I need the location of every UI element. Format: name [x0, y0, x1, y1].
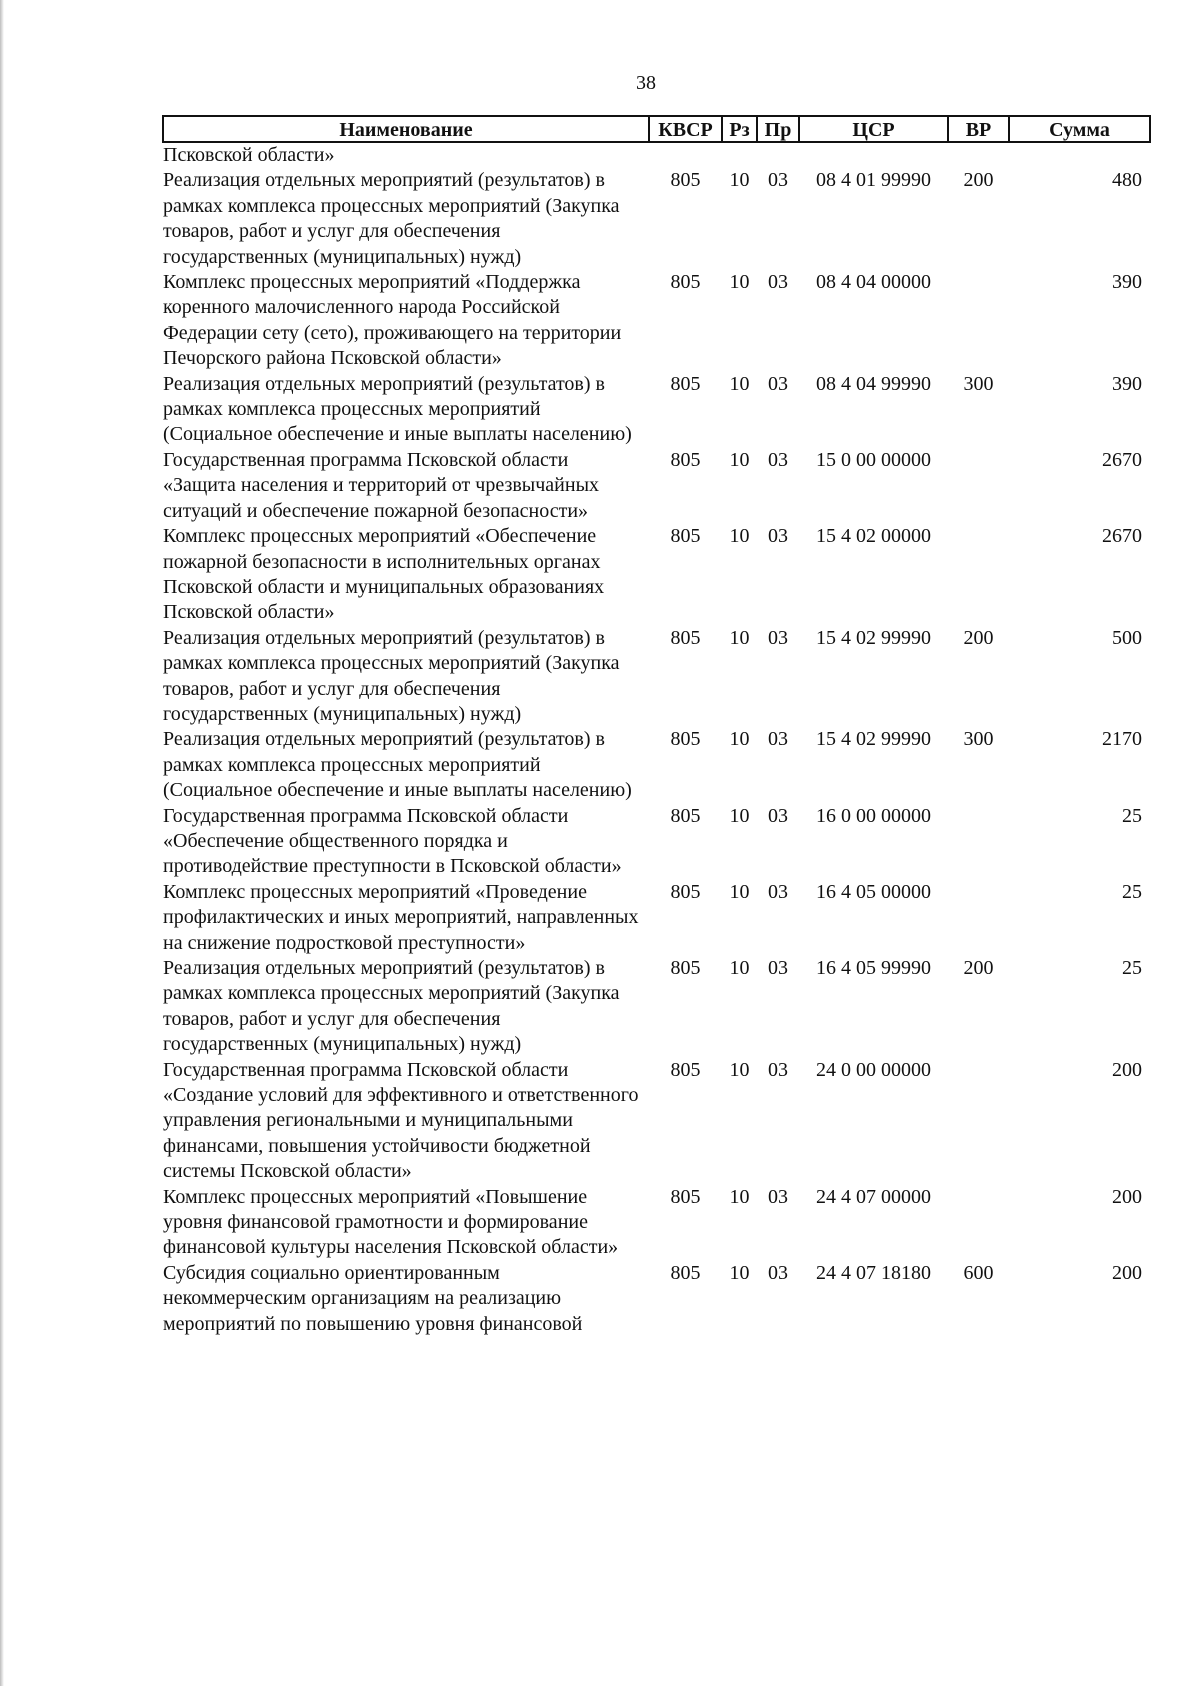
cell-name: Субсидия социально ориентированным некоммерческим организациям на реализацию мероприятий по повышению уровня финансовой: [163, 1261, 583, 1335]
cell-vr: 300: [963, 728, 994, 751]
cell-name: Комплекс процессных мероприятий «Проведение профилактических и иных мероприятий, направленных на снижение подростковой преступности»: [163, 880, 639, 954]
cell-sum: 200: [1112, 1058, 1142, 1081]
cell-vr: 300: [963, 372, 994, 395]
table-row: [163, 1185, 1150, 1261]
cell-name: Реализация отдельных мероприятий (результатов) в рамках комплекса процессных мероприятий (Закупка товаров, работ и услуг для обеспечения государственных (муниципальных) нужд): [163, 169, 620, 268]
header-pr: Пр: [757, 116, 799, 142]
cell-csr: 16 4 05 00000: [816, 880, 931, 903]
cell-sum: 200: [1112, 1185, 1142, 1208]
header-sum: Сумма: [1009, 116, 1150, 142]
cell-pr: 03: [768, 957, 788, 979]
cell-kvsr: 805: [670, 728, 701, 751]
table-row: [163, 956, 1150, 1058]
cell-csr: 24 4 07 18180: [816, 1261, 931, 1284]
cell-kvsr: 805: [670, 169, 701, 192]
header-name: Наименование: [163, 116, 649, 142]
table-body: [163, 142, 1150, 1337]
cell-csr: 24 0 00 00000: [816, 1058, 931, 1081]
cell-sum: [1009, 142, 1150, 168]
cell-pr: 03: [768, 880, 788, 903]
cell-pr: 03: [768, 271, 788, 294]
cell-csr: 15 4 02 99990: [816, 626, 931, 649]
cell-rz: 10: [729, 880, 750, 903]
table-row: [163, 372, 1150, 448]
cell-vr: [948, 524, 1009, 626]
cell-name: Реализация отдельных мероприятий (результатов) в рамках комплекса процессных мероприятий (Закупка товаров, работ и услуг для обеспечения государственных (муниципальных) нужд): [163, 957, 620, 1056]
cell-pr: 03: [768, 448, 788, 471]
cell-vr: 200: [963, 957, 994, 979]
cell-pr: [757, 142, 799, 168]
cell-name: Комплекс процессных мероприятий «Обеспечение пожарной безопасности в исполнительных органах Псковской области и муниципальных образованиях Псковской области»: [163, 525, 605, 624]
cell-kvsr: [649, 142, 722, 168]
cell-csr: 24 4 07 00000: [816, 1185, 931, 1208]
cell-kvsr: 805: [670, 957, 701, 979]
table-row: [163, 1058, 1150, 1185]
header-csr: ЦСР: [799, 116, 948, 142]
cell-vr: [948, 804, 1009, 880]
cell-sum: 2670: [1102, 525, 1142, 548]
table-row: [163, 727, 1150, 803]
table-row: [163, 804, 1150, 880]
cell-name: Псковской области»: [163, 144, 335, 166]
cell-csr: 15 4 02 00000: [816, 525, 931, 548]
cell-rz: 10: [729, 169, 750, 192]
cell-pr: 03: [768, 525, 788, 548]
cell-csr: [799, 142, 948, 168]
cell-sum: 390: [1112, 372, 1142, 395]
cell-vr: 200: [963, 626, 994, 649]
table-row: [163, 270, 1150, 372]
cell-sum: 480: [1112, 169, 1142, 192]
cell-pr: 03: [768, 1058, 788, 1081]
cell-pr: 03: [768, 626, 788, 649]
cell-name: Реализация отдельных мероприятий (результатов) в рамках комплекса процессных мероприятий (Социальное обеспечение и иные выплаты населению): [163, 372, 632, 446]
cell-vr: [948, 448, 1009, 524]
cell-sum: 2670: [1102, 448, 1142, 471]
cell-name: Государственная программа Псковской области «Обеспечение общественного порядка и противодействие преступности в Псковской области»: [163, 804, 622, 878]
cell-kvsr: 805: [670, 271, 701, 294]
table-row: [163, 168, 1150, 270]
cell-rz: 10: [729, 525, 750, 548]
cell-pr: 03: [768, 1185, 788, 1208]
header-kvsr: КВСР: [649, 116, 722, 142]
cell-pr: 03: [768, 169, 788, 192]
cell-rz: 10: [729, 1058, 750, 1081]
table-row: [163, 448, 1150, 524]
cell-rz: 10: [729, 1261, 750, 1284]
cell-rz: 10: [729, 448, 750, 471]
cell-kvsr: 805: [670, 448, 701, 471]
cell-kvsr: 805: [670, 525, 701, 548]
cell-vr: [948, 1058, 1009, 1185]
cell-rz: 10: [729, 728, 750, 751]
cell-name: Реализация отдельных мероприятий (результатов) в рамках комплекса процессных мероприятий (Социальное обеспечение и иные выплаты населению): [163, 728, 632, 802]
cell-sum: 200: [1112, 1261, 1142, 1284]
cell-kvsr: 805: [670, 372, 701, 395]
header-vr: ВР: [948, 116, 1009, 142]
cell-pr: 03: [768, 728, 788, 751]
cell-rz: 10: [729, 957, 750, 979]
cell-sum: 390: [1112, 271, 1142, 294]
cell-csr: 16 0 00 00000: [816, 804, 931, 827]
cell-name: Государственная программа Псковской области «Создание условий для эффективного и ответственного управления региональными и муниципальными финансами, повышения устойчивости бюджетной системы Псковской области»: [163, 1058, 639, 1183]
cell-vr: [948, 880, 1009, 956]
cell-kvsr: 805: [670, 1185, 701, 1208]
cell-rz: 10: [729, 804, 750, 827]
cell-name: Комплекс процессных мероприятий «Повышение уровня финансовой грамотности и формирование финансовой культуры населения Псковской области»: [163, 1185, 619, 1259]
cell-csr: 08 4 01 99990: [816, 169, 931, 192]
cell-name: Комплекс процессных мероприятий «Поддержка коренного малочисленного народа Российской Федерации сету (сето), проживающего на территории Печорского района Псковской области»: [163, 271, 622, 370]
cell-vr: 600: [963, 1261, 994, 1284]
budget-table: [162, 115, 1151, 1337]
cell-pr: 03: [768, 372, 788, 395]
cell-sum: 25: [1122, 957, 1142, 979]
cell-kvsr: 805: [670, 880, 701, 903]
cell-vr: [948, 270, 1009, 372]
table-header-row: [163, 116, 1150, 142]
cell-sum: 25: [1122, 804, 1142, 827]
cell-vr: [948, 1185, 1009, 1261]
cell-rz: [722, 142, 757, 168]
cell-pr: 03: [768, 804, 788, 827]
cell-rz: 10: [729, 271, 750, 294]
cell-csr: 16 4 05 99990: [816, 957, 931, 979]
cell-vr: 200: [963, 169, 994, 192]
table-row: [163, 880, 1150, 956]
cell-rz: 10: [729, 626, 750, 649]
cell-sum: 2170: [1102, 728, 1142, 751]
table-row: [163, 1261, 1150, 1337]
cell-kvsr: 805: [670, 1261, 701, 1284]
cell-pr: 03: [768, 1261, 788, 1284]
cell-csr: 08 4 04 00000: [816, 271, 931, 294]
cell-csr: 15 4 02 99990: [816, 728, 931, 751]
cell-sum: 500: [1112, 626, 1142, 649]
cell-sum: 25: [1122, 880, 1142, 903]
cell-name: Реализация отдельных мероприятий (результатов) в рамках комплекса процессных мероприятий (Закупка товаров, работ и услуг для обеспечения государственных (муниципальных) нужд): [163, 626, 620, 725]
cell-vr: [948, 142, 1009, 168]
cell-kvsr: 805: [670, 1058, 701, 1081]
page-number: 38: [636, 72, 656, 94]
table-row: [163, 142, 1150, 168]
cell-kvsr: 805: [670, 804, 701, 827]
cell-rz: 10: [729, 372, 750, 395]
table-row: [163, 524, 1150, 626]
cell-kvsr: 805: [670, 626, 701, 649]
cell-rz: 10: [729, 1185, 750, 1208]
cell-csr: 15 0 00 00000: [816, 448, 931, 471]
scan-edge: [0, 0, 4, 1686]
cell-csr: 08 4 04 99990: [816, 372, 931, 395]
table-row: [163, 626, 1150, 728]
cell-name: Государственная программа Псковской области «Защита населения и территорий от чрезвычайных ситуаций и обеспечение пожарной безопасности»: [163, 448, 600, 522]
header-rz: Рз: [722, 116, 757, 142]
